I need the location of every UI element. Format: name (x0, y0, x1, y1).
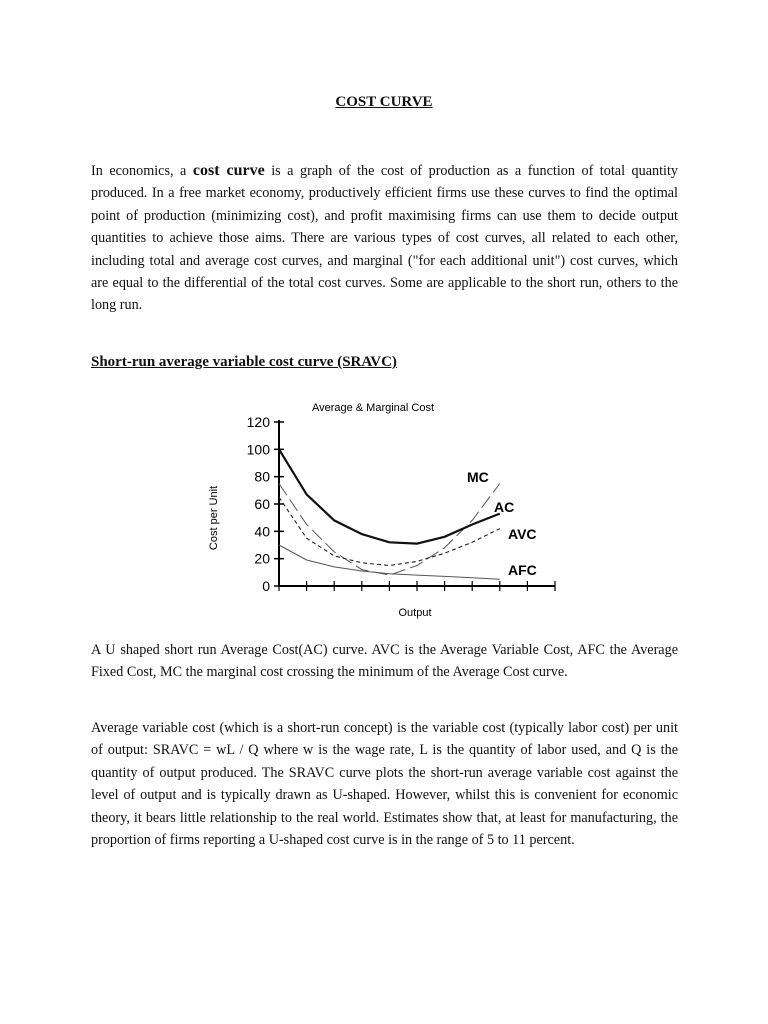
series-line-avc (279, 497, 500, 565)
series-label-mc: MC (467, 469, 489, 485)
series-label-avc: AVC (508, 526, 537, 542)
page-title: COST CURVE (335, 94, 433, 110)
y-tick-label: 60 (254, 496, 270, 512)
intro-term: cost curve (192, 162, 265, 179)
y-tick-label: 20 (254, 550, 270, 567)
series-label-afc: AFC (508, 562, 537, 578)
x-axis-label: Output (398, 607, 432, 619)
series-label-ac: AC (494, 499, 515, 515)
chart-caption: A U shaped short run Average Cost(AC) curve. AVC is the Average Variable Cost, AFC the Average Fixed Cost, MC the marginal cost crossing the minimum of the Average Cost curve. (91, 642, 678, 681)
intro-rest: is a graph of the cost of production as a function of total quantity produced. In a free market economy, productively efficient firms use these curves to find the optimal point of production (minimizing cost), and profit maximising firms can use them to decide output quantities to achieve those aims. There are various types of cost curves, all related to each other, including total and average cost curves, and marginal ("for each additional unit") cost curves, which are equal to the differential of the total cost curves. Some are applicable to the short run, others to the long run. (91, 163, 679, 314)
cost-curve-chart (190, 388, 580, 628)
y-axis-label: Cost per Unit (208, 485, 220, 551)
y-tick-label: 120 (246, 414, 270, 430)
series-line-ac (279, 449, 500, 543)
series-line-afc (279, 545, 500, 579)
y-tick-label: 40 (254, 523, 270, 540)
y-tick-label: 80 (254, 468, 270, 485)
intro-lead: In economics, a (91, 163, 187, 179)
y-tick-label: 100 (246, 441, 270, 458)
intro-paragraph (91, 160, 678, 317)
chart-title: Average & Marginal Cost (311, 402, 435, 414)
section-heading: Short-run average variable cost curve (SRAVC) (91, 354, 397, 370)
y-tick-label: 0 (262, 578, 270, 594)
body-paragraph: Average variable cost (which is a short-run concept) is the variable cost (typically labor cost) per unit of output: SRAVC = wL / Q where w is the wage rate, L is the quantity of labor used, and Q is the quantity of output produced. The SRAVC curve plots the short-run average variable cost against the level of output and is typically drawn as U-shaped. However, whilst this is convenient for economic theory, it bears little relationship to the real world. Estimates show that, at least for manufacturing, the proportion of firms reporting a U-shaped cost curve is in the range of 5 to 11 percent. (91, 720, 678, 849)
